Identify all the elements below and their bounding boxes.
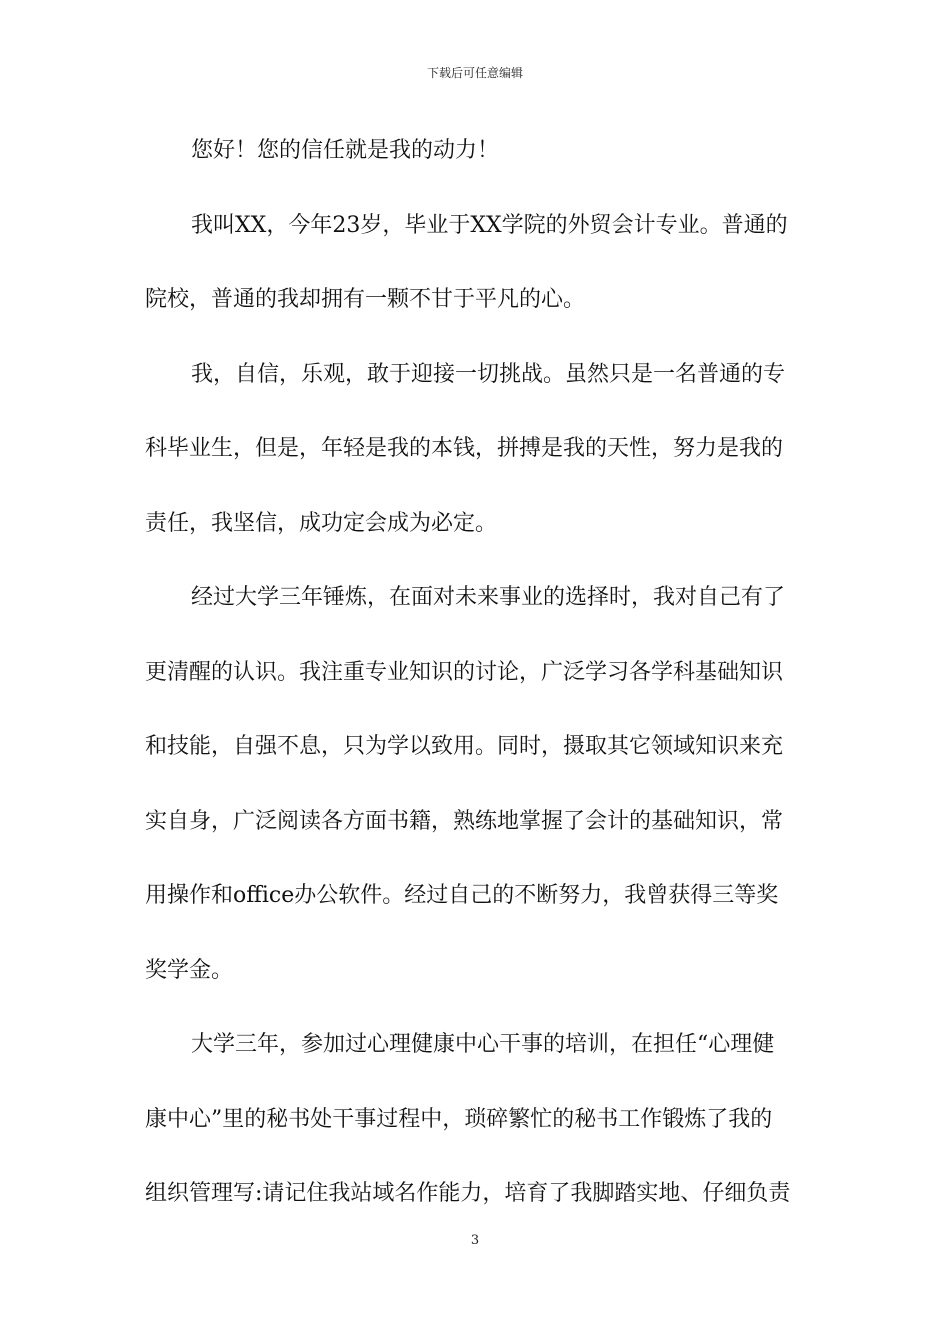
paragraph-line: 我叫XX，今年23岁，毕业于XX学院的外贸会计专业。普通的: [191, 212, 788, 238]
paragraph-line: 康中心”里的秘书处干事过程中，琐碎繁忙的秘书工作锻炼了我的: [145, 1106, 773, 1132]
paragraph-line: 责任，我坚信，成功定会成为必定。: [145, 510, 498, 536]
paragraph-line: 奖学金。: [145, 957, 234, 983]
paragraph-line: 组织管理写:请记住我站域名作能力，培育了我脚踏实地、仔细负责: [145, 1181, 791, 1206]
paragraph-line: 经过大学三年锤炼，在面对未来事业的选择时，我对自己有了: [191, 585, 786, 610]
paragraph-line: 我，自信，乐观，敢于迎接一切挑战。虽然只是一名普通的专: [191, 361, 786, 387]
page-header: 下载后可任意编辑: [426, 66, 523, 80]
paragraph-line: 您好！您的信任就是我的动力！: [191, 138, 500, 163]
page-number: 3: [470, 1233, 480, 1248]
paragraph-line: 和技能，自强不息，只为学以致用。同时，摄取其它领域知识来充: [145, 734, 784, 759]
paragraph-line: 用操作和office办公软件。经过自己的不断努力，我曾获得三等奖: [145, 883, 779, 908]
paragraph-line: 更清醒的认识。我注重专业知识的讨论，广泛学习各学科基础知识: [145, 659, 784, 685]
paragraph-line: 院校，普通的我却拥有一颗不甘于平凡的心。: [145, 287, 586, 312]
document-body: [145, 126, 809, 1244]
paragraph-line: 实自身，广泛阅读各方面书籍，熟练地掌握了会计的基础知识，常: [145, 808, 784, 834]
paragraph-line: 大学三年，参加过心理健康中心干事的培训，在担任“心理健: [191, 1032, 775, 1057]
paragraph-line: 科毕业生，但是，年轻是我的本钱，拼搏是我的天性，努力是我的: [145, 436, 784, 461]
